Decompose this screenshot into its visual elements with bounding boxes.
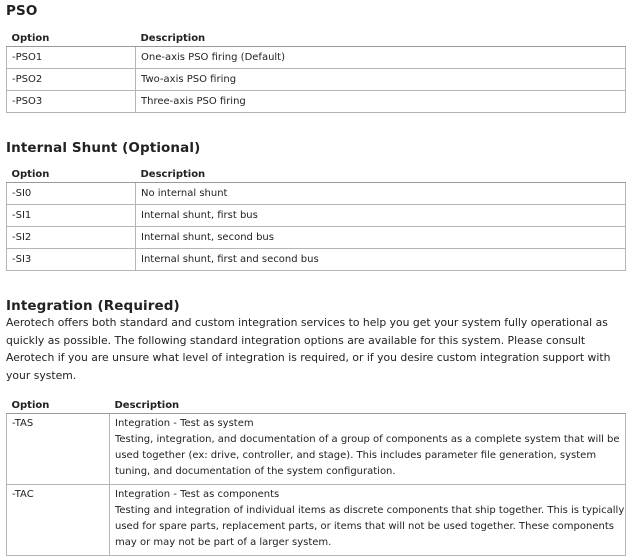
description-cell: One-axis PSO firing (Default): [136, 47, 626, 69]
table-row: [7, 249, 626, 271]
option-cell: -TAS: [7, 414, 110, 485]
description-body: Testing, integration, and documentation of a group of components as a complete system that will be used together (ex: drive, controller, and stage). This includes parameter file generation, system tuning, and documentation of the system configuration.: [115, 434, 620, 477]
option-header: Option: [7, 398, 110, 414]
description-header: Description: [110, 398, 626, 414]
table-header-row: [7, 398, 626, 414]
table-header-row: [7, 167, 626, 183]
table-row: [7, 91, 626, 113]
pso-table: [6, 31, 626, 113]
integration-heading: Integration (Required): [6, 298, 180, 314]
table-row: [7, 69, 626, 91]
description-cell: Three-axis PSO firing: [136, 91, 626, 113]
option-cell: -PSO3: [7, 91, 136, 113]
table-row: [7, 227, 626, 249]
option-cell: -SI1: [7, 205, 136, 227]
option-header: Option: [7, 31, 136, 47]
option-cell: -PSO1: [7, 47, 136, 69]
option-cell: -PSO2: [7, 69, 136, 91]
description-cell: Two-axis PSO firing: [136, 69, 626, 91]
option-cell: -TAC: [7, 485, 110, 556]
shunt-table: [6, 167, 626, 271]
description-cell: Internal shunt, first and second bus: [136, 249, 626, 271]
table-row: [7, 485, 626, 556]
description-title: Integration - Test as components: [115, 489, 280, 500]
table-row: [7, 414, 626, 485]
description-header: Description: [136, 31, 626, 47]
description-title: Integration - Test as system: [115, 418, 254, 429]
description-body: Testing and integration of individual items as discrete components that ship together. This is typically used for spare parts, replacement parts, or items that will not be used together. These components may or may not be part of a larger system.: [115, 505, 625, 548]
option-cell: -SI3: [7, 249, 136, 271]
description-cell: No internal shunt: [136, 183, 626, 205]
integration-table: [6, 398, 626, 556]
integration-intro: Aerotech offers both standard and custom integration services to help you get your system fully operational as quickly as possible. The following standard integration options are available for this system. Please consult Aerotech if you are unsure what level of integration is required, or if you desire custom integration support with your system.: [6, 316, 611, 382]
table-row: [7, 183, 626, 205]
table-row: [7, 47, 626, 69]
shunt-heading: Internal Shunt (Optional): [6, 140, 201, 156]
option-cell: -SI2: [7, 227, 136, 249]
description-cell: [110, 485, 626, 556]
pso-heading: PSO: [6, 3, 38, 19]
description-cell: [110, 414, 626, 485]
description-header: Description: [136, 167, 626, 183]
option-cell: -SI0: [7, 183, 136, 205]
description-cell: Internal shunt, second bus: [136, 227, 626, 249]
option-header: Option: [7, 167, 136, 183]
table-row: [7, 205, 626, 227]
table-header-row: [7, 31, 626, 47]
description-cell: Internal shunt, first bus: [136, 205, 626, 227]
